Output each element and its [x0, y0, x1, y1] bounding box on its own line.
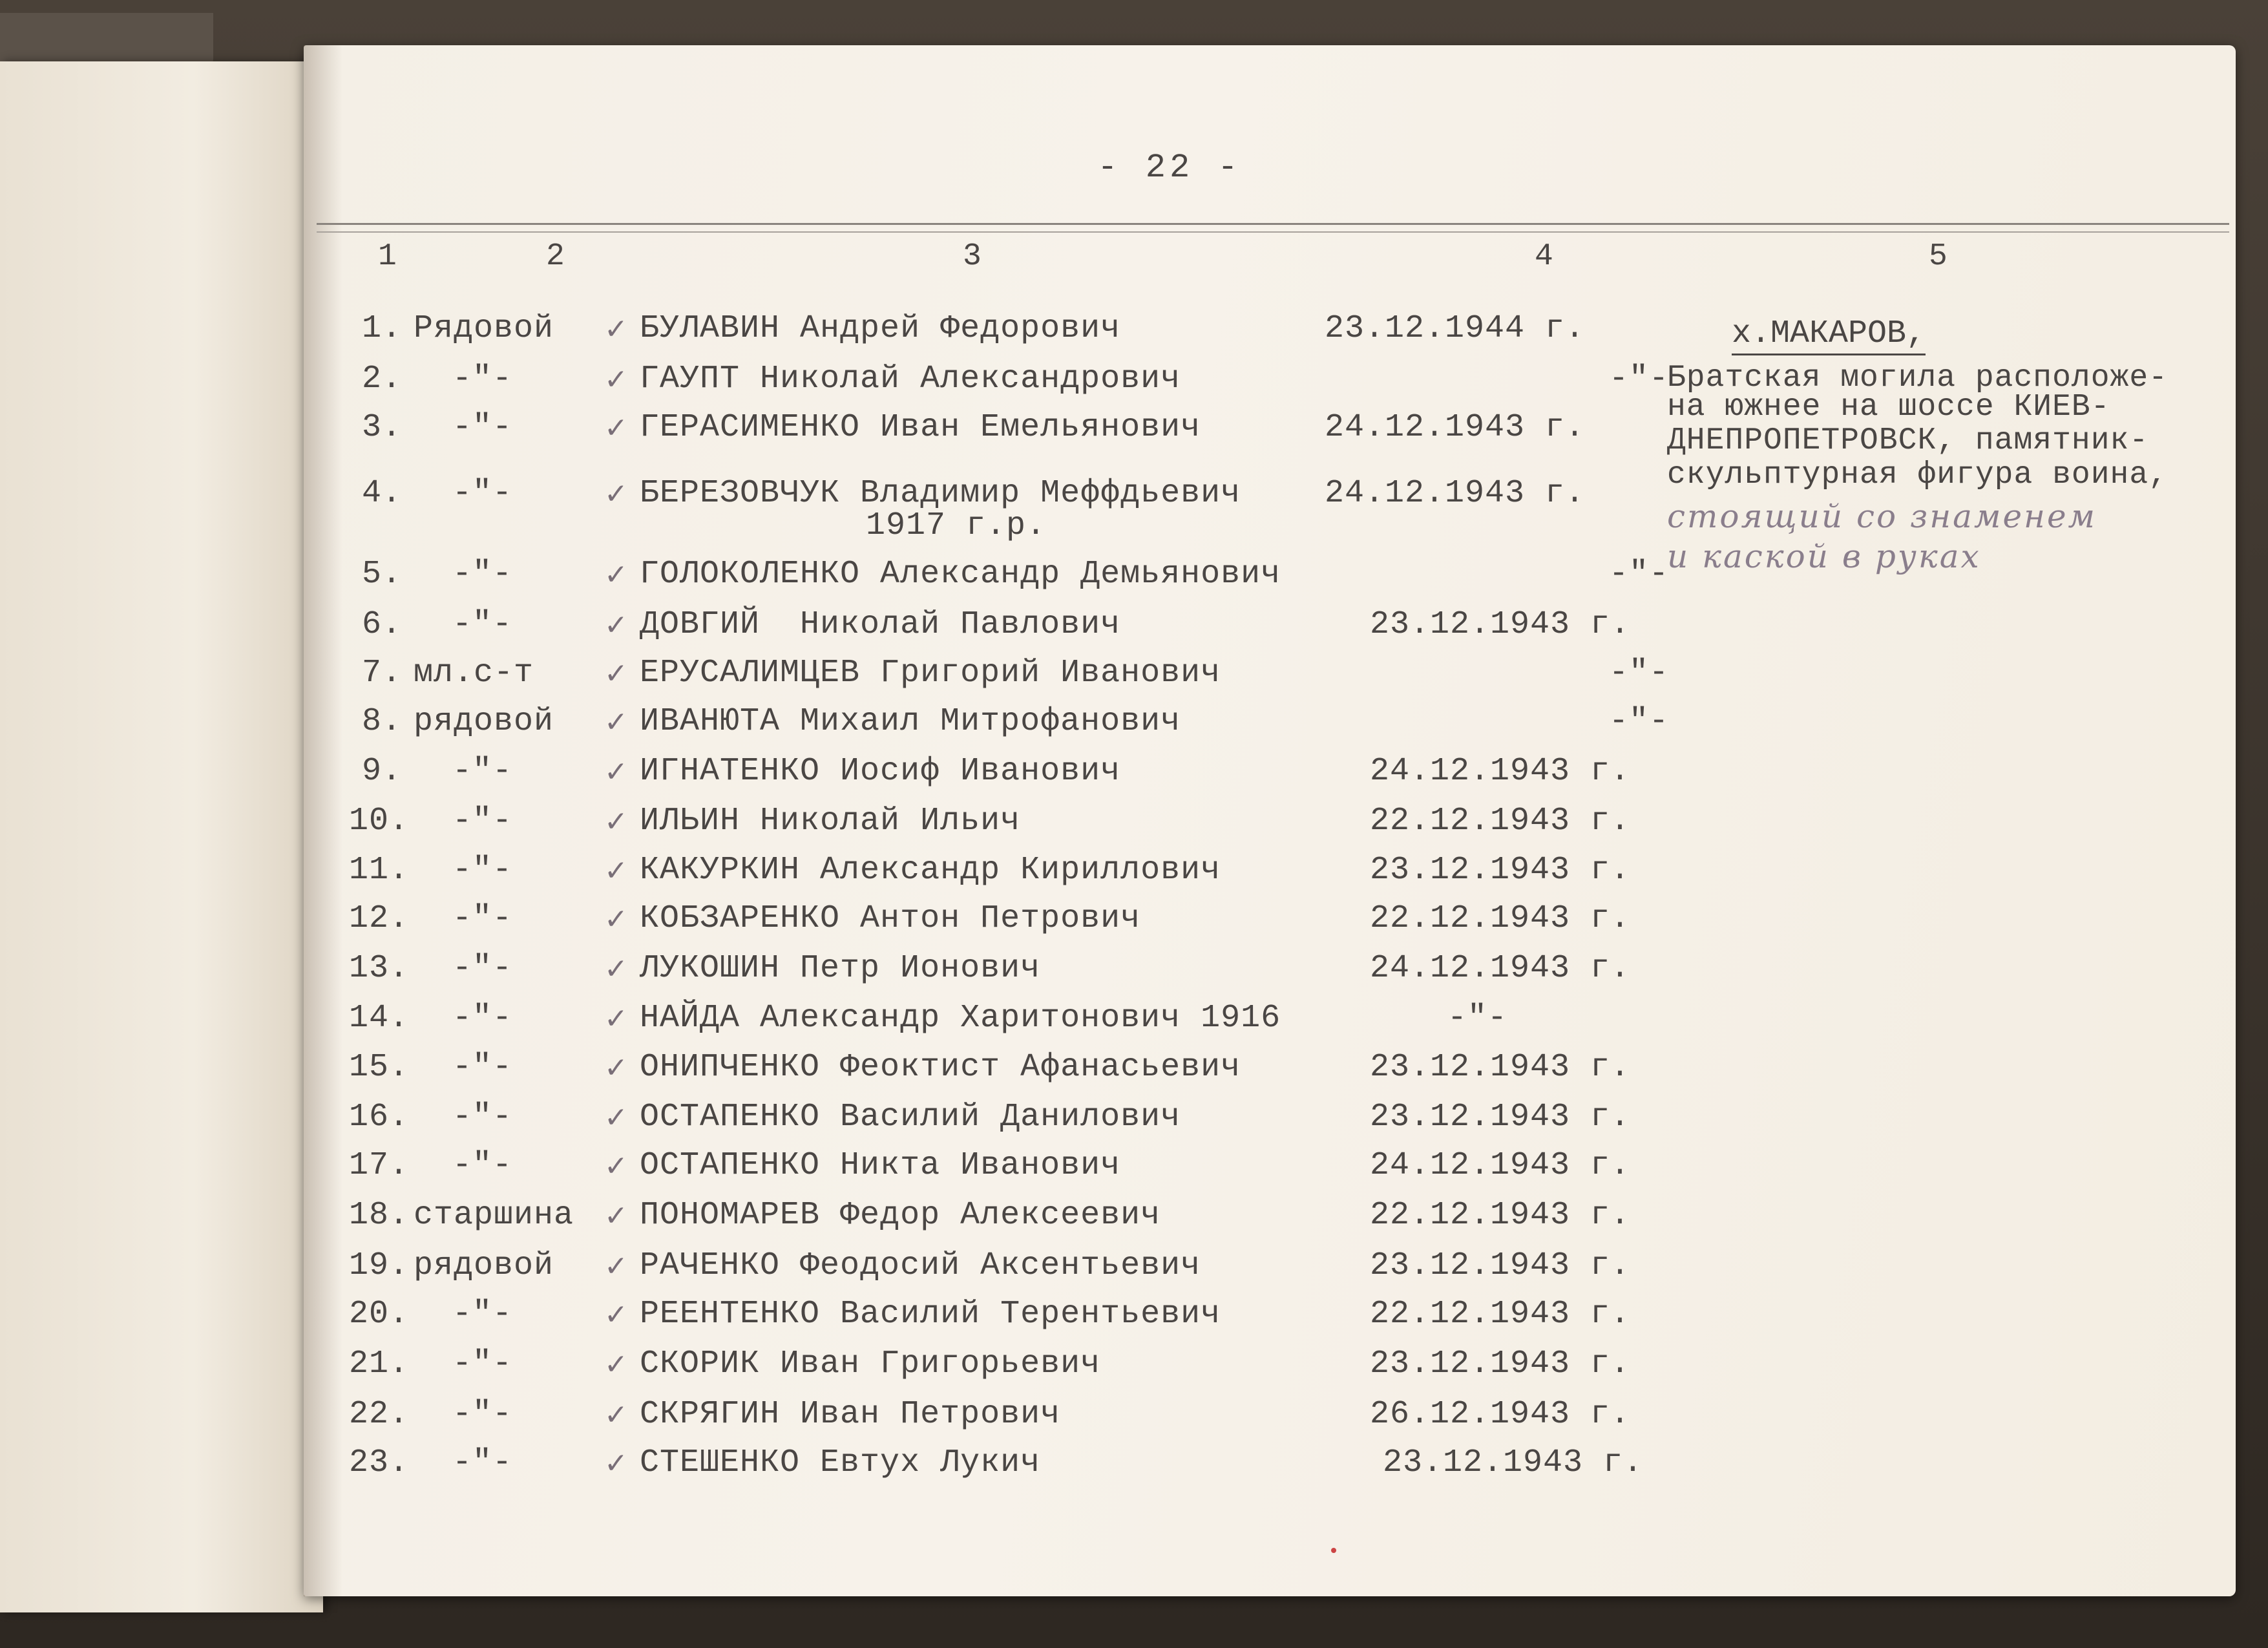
- page-number: - 22 -: [1097, 149, 1242, 187]
- row-burial-date: 23.12.1943 г.: [1370, 1099, 1631, 1136]
- checkmark-icon: ✓: [604, 1150, 628, 1183]
- row-name: ИВАНЮТА Михаил Митрофанович: [640, 703, 1181, 740]
- row-rank: рядовой: [414, 1247, 554, 1284]
- row-name: ИГНАТЕНКО Иосиф Иванович: [640, 753, 1121, 790]
- row-burial-date: -"-: [1609, 556, 1670, 593]
- location-title: х.МАКАРОВ,: [1732, 315, 1926, 355]
- row-name: СТЕШЕНКО Евтух Лукич: [640, 1444, 1041, 1481]
- checkmark-icon: ✓: [604, 609, 628, 642]
- row-rank: -"-: [452, 556, 513, 593]
- row-number: 8.: [362, 703, 403, 740]
- checkmark-icon: ✓: [604, 1447, 628, 1480]
- row-name: РЕЕНТЕНКО Василий Терентьевич: [640, 1296, 1221, 1333]
- row-rank: Рядовой: [414, 310, 554, 347]
- row-burial-date: 23.12.1943 г.: [1370, 852, 1631, 889]
- row-name: СКОРИК Иван Григорьевич: [640, 1346, 1101, 1382]
- row-rank: -"-: [452, 1049, 513, 1086]
- row-name: КОБЗАРЕНКО Антон Петрович: [640, 900, 1141, 937]
- row-rank: -"-: [452, 1147, 513, 1184]
- row-number: 21.: [349, 1346, 410, 1382]
- row-name: ГЕРАСИМЕНКО Иван Емельянович: [640, 409, 1201, 446]
- row-burial-date: 24.12.1943 г.: [1325, 475, 1586, 512]
- row-rank: -"-: [452, 950, 513, 987]
- row-burial-date: 23.12.1943 г.: [1370, 1247, 1631, 1284]
- handwritten-note-line-1: стоящий со знаменем: [1667, 498, 2097, 535]
- row-rank: старшина: [414, 1197, 574, 1234]
- page-gutter: [304, 45, 342, 1596]
- location-line-2: на южнее на шоссе КИЕВ-: [1667, 390, 2110, 425]
- checkmark-icon: ✓: [604, 1298, 628, 1331]
- checkmark-icon: ✓: [604, 903, 628, 936]
- row-rank: -"-: [452, 852, 513, 889]
- row-burial-date: 22.12.1943 г.: [1370, 1197, 1631, 1234]
- checkmark-icon: ✓: [604, 1199, 628, 1232]
- row-rank: рядовой: [414, 703, 554, 740]
- checkmark-icon: ✓: [604, 1250, 628, 1283]
- checkmark-icon: ✓: [604, 1051, 628, 1084]
- location-line-4: скульптурная фигура воина,: [1667, 458, 2168, 492]
- row-number: 23.: [349, 1444, 410, 1481]
- left-page: [0, 61, 323, 1612]
- row-rank: -"-: [452, 1099, 513, 1136]
- row-number: 10.: [349, 803, 410, 840]
- row-name: ГАУПТ Николай Александрович: [640, 361, 1181, 397]
- column-header-1: 1: [378, 239, 397, 274]
- checkmark-icon: ✓: [604, 313, 628, 346]
- row-burial-date: 23.12.1943 г.: [1370, 606, 1631, 643]
- row-name: РАЧЕНКО Феодосий Аксентьевич: [640, 1247, 1201, 1284]
- ink-mark: [1331, 1548, 1336, 1553]
- checkmark-icon: ✓: [604, 854, 628, 887]
- row-number: 7.: [362, 655, 403, 692]
- checkmark-icon: ✓: [604, 1101, 628, 1134]
- row-burial-date: 23.12.1943 г.: [1370, 1049, 1631, 1086]
- row-number: 20.: [349, 1296, 410, 1333]
- row-rank: мл.с-т: [414, 655, 534, 692]
- row-name: НАЙДА Александр Харитонович 1916: [640, 1000, 1281, 1037]
- checkmark-icon: ✓: [604, 1399, 628, 1431]
- row-rank: -"-: [452, 900, 513, 937]
- row-burial-date: 22.12.1943 г.: [1370, 1296, 1631, 1333]
- row-name: ОСТАПЕНКО Никта Иванович: [640, 1147, 1121, 1184]
- row-rank: -"-: [452, 361, 513, 397]
- row-number: 5.: [362, 556, 403, 593]
- row-rank: -"-: [452, 606, 513, 643]
- row-name: ПОНОМАРЕВ Федор Алексеевич: [640, 1197, 1161, 1234]
- row-rank: -"-: [452, 1000, 513, 1037]
- row-number: 18.: [349, 1197, 410, 1234]
- row-burial-date: 22.12.1943 г.: [1370, 803, 1631, 840]
- row-name: БУЛАВИН Андрей Федорович: [640, 310, 1121, 347]
- row-number: 13.: [349, 950, 410, 987]
- header-rule: [317, 223, 2229, 225]
- row-burial-date: 23.12.1943 г.: [1370, 1346, 1631, 1382]
- column-header-3: 3: [963, 239, 982, 274]
- header-rule-second: [317, 231, 2229, 233]
- row-burial-date: 23.12.1944 г.: [1325, 310, 1586, 347]
- row-rank: -"-: [452, 475, 513, 512]
- checkmark-icon: ✓: [604, 1348, 628, 1381]
- checkmark-icon: ✓: [604, 805, 628, 838]
- row-burial-date: -"-: [1609, 703, 1670, 740]
- row-name: ОНИПЧЕНКО Феоктист Афанасьевич: [640, 1049, 1241, 1086]
- column-header-4: 4: [1535, 239, 1553, 274]
- row-number: 15.: [349, 1049, 410, 1086]
- row-name: ОСТАПЕНКО Василий Данилович: [640, 1099, 1181, 1136]
- row-burial-date: 26.12.1943 г.: [1370, 1396, 1631, 1433]
- row-rank: -"-: [452, 803, 513, 840]
- row-rank: -"-: [452, 1396, 513, 1433]
- book-cover-edge: [0, 13, 213, 65]
- row-burial-date: 24.12.1943 г.: [1370, 1147, 1631, 1184]
- row-rank: -"-: [452, 1346, 513, 1382]
- row-number: 3.: [362, 409, 403, 446]
- row-number: 16.: [349, 1099, 410, 1136]
- row-number: 19.: [349, 1247, 410, 1284]
- row-rank: -"-: [452, 409, 513, 446]
- checkmark-icon: ✓: [604, 657, 628, 690]
- row-number: 17.: [349, 1147, 410, 1184]
- checkmark-icon: ✓: [604, 412, 628, 445]
- checkmark-icon: ✓: [604, 1002, 628, 1035]
- handwritten-note-line-2: и каской в руках: [1667, 538, 1981, 575]
- column-header-2: 2: [546, 239, 565, 274]
- row-name: ГОЛОКОЛЕНКО Александр Демьянович: [640, 556, 1281, 593]
- row-number: 2.: [362, 361, 403, 397]
- row-name: СКРЯГИН Иван Петрович: [640, 1396, 1061, 1433]
- row-burial-date: -"-: [1609, 655, 1670, 692]
- row-birth-year: 1917 г.р.: [866, 507, 1047, 544]
- row-name: ДОВГИЙ Николай Павлович: [640, 606, 1121, 643]
- row-name: КАКУРКИН Александр Кириллович: [640, 852, 1221, 889]
- row-number: 11.: [349, 852, 410, 889]
- row-name: БЕРЕЗОВЧУК Владимир Меффдьевич: [640, 475, 1241, 512]
- row-number: 1.: [362, 310, 403, 347]
- column-header-5: 5: [1929, 239, 1948, 274]
- row-name: ЕРУСАЛИМЦЕВ Григорий Иванович: [640, 655, 1221, 692]
- row-burial-date: 24.12.1943 г.: [1370, 950, 1631, 987]
- row-number: 9.: [362, 753, 403, 790]
- row-rank: -"-: [452, 753, 513, 790]
- row-burial-date: 24.12.1943 г.: [1325, 409, 1586, 446]
- row-number: 4.: [362, 475, 403, 512]
- row-burial-date: -"-: [1609, 361, 1670, 397]
- row-rank: -"-: [452, 1296, 513, 1333]
- row-burial-date: 22.12.1943 г.: [1370, 900, 1631, 937]
- row-rank: -"-: [452, 1444, 513, 1481]
- row-name: ИЛЬИН Николай Ильич: [640, 803, 1021, 840]
- location-line-1: Братская могила расположе-: [1667, 361, 2168, 396]
- row-burial-date: 23.12.1943 г.: [1383, 1444, 1644, 1481]
- document-page: [304, 45, 2236, 1596]
- row-number: 14.: [349, 1000, 410, 1037]
- checkmark-icon: ✓: [604, 363, 628, 396]
- checkmark-icon: ✓: [604, 706, 628, 739]
- checkmark-icon: ✓: [604, 755, 628, 788]
- checkmark-icon: ✓: [604, 953, 628, 986]
- row-number: 12.: [349, 900, 410, 937]
- row-burial-date: -"-: [1447, 1000, 1508, 1037]
- row-number: 6.: [362, 606, 403, 643]
- checkmark-icon: ✓: [604, 478, 628, 511]
- checkmark-icon: ✓: [604, 558, 628, 591]
- location-line-3: ДНЕПРОПЕТРОВСК, памятник-: [1667, 423, 2149, 458]
- row-name: ЛУКОШИН Петр Ионович: [640, 950, 1041, 987]
- row-burial-date: 24.12.1943 г.: [1370, 753, 1631, 790]
- row-number: 22.: [349, 1396, 410, 1433]
